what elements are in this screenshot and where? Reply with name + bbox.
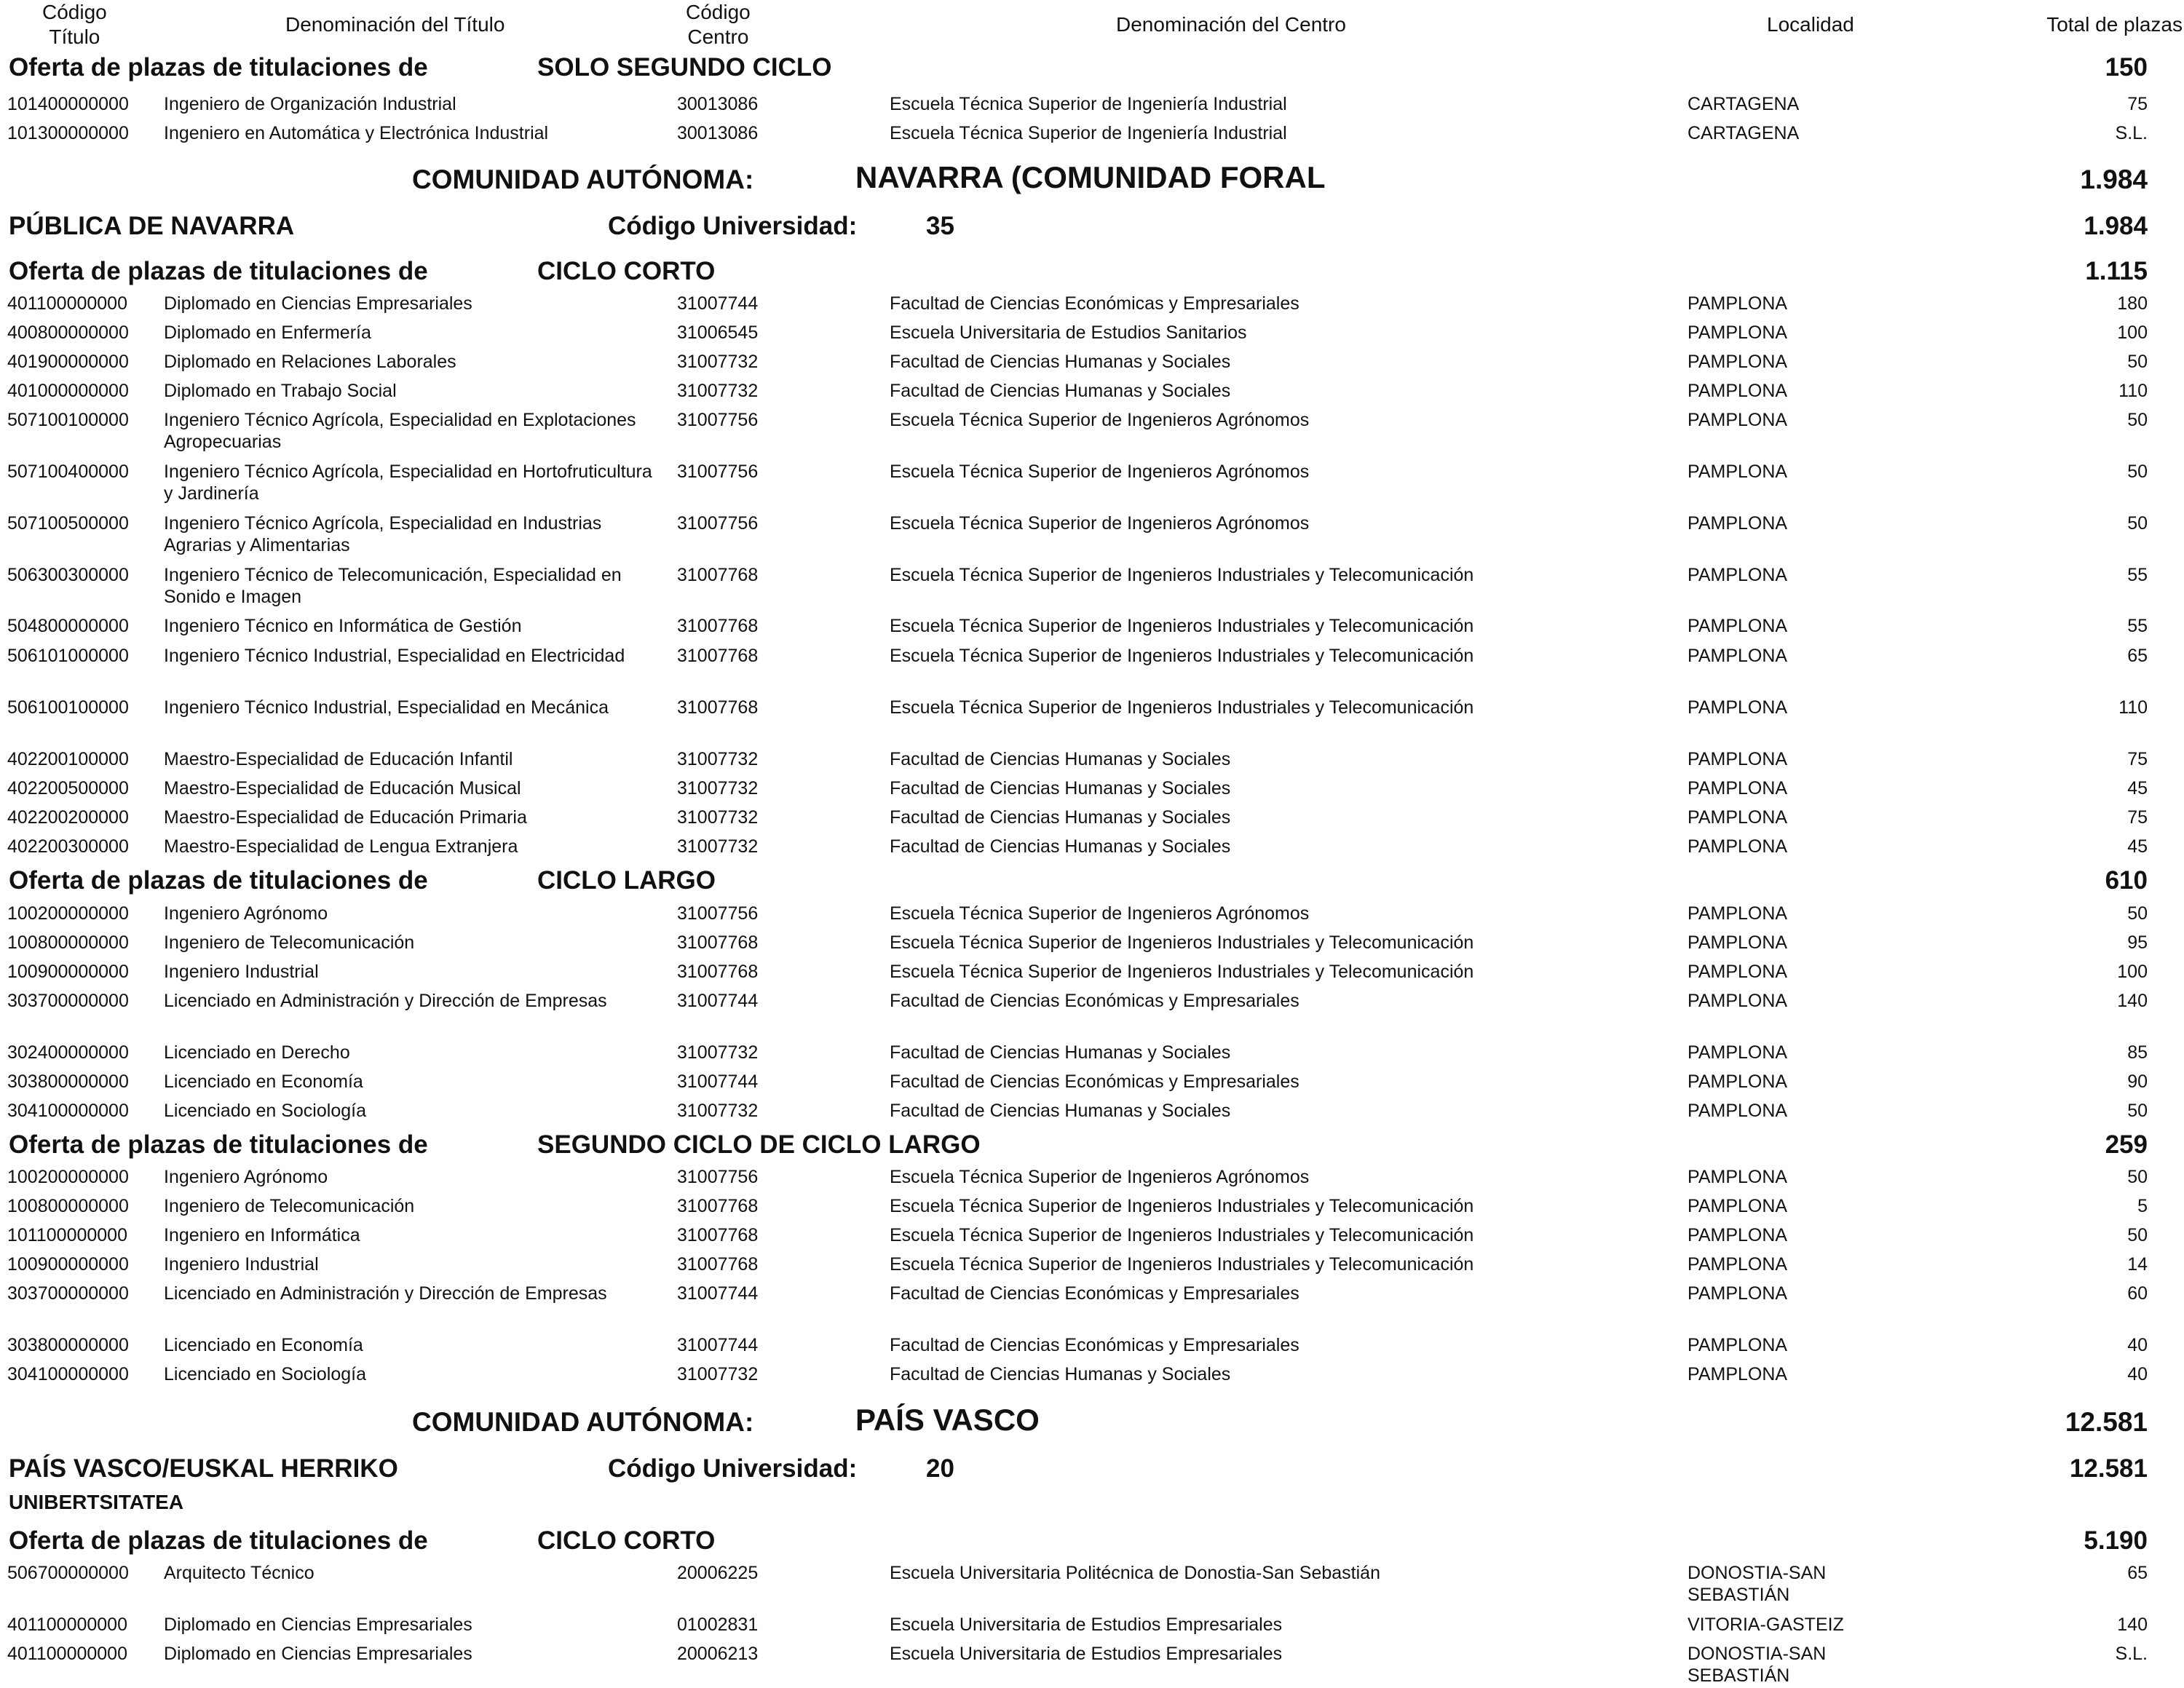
universidad-name: PÚBLICA DE NAVARRA: [9, 212, 295, 240]
denominacion-titulo: Ingeniero Técnico Agrícola, Especialidad en Industrias Agrarias y Alimentarias: [164, 513, 602, 555]
denominacion-titulo: Ingeniero Agrónomo: [164, 1167, 328, 1187]
denominacion-titulo: Licenciado en Administración y Dirección de Empresas: [164, 1283, 607, 1304]
codigo-centro: 31007768: [677, 697, 759, 718]
oferta-ciclo: CICLO CORTO: [537, 257, 716, 285]
comunidad-total: 12.581: [2065, 1407, 2148, 1437]
denominacion-centro: Facultad de Ciencias Económicas y Empresariales: [890, 1071, 1299, 1092]
codigo-centro: 31007744: [677, 293, 759, 314]
codigo-titulo: 401100000000: [7, 1644, 127, 1664]
total-plazas: 50: [2127, 352, 2148, 372]
denominacion-titulo: Ingeniero en Informática: [164, 1225, 360, 1245]
denominacion-centro: Escuela Técnica Superior de Ingenieros Agrónomos: [890, 461, 1310, 482]
codigo-titulo: 507100400000: [7, 461, 129, 482]
total-plazas: 140: [2117, 1614, 2148, 1635]
denominacion-titulo: Ingeniero de Telecomunicación: [164, 932, 415, 953]
codigo-centro: 31007732: [677, 1042, 759, 1063]
codigo-titulo: 304100000000: [7, 1101, 129, 1121]
total-plazas: S.L.: [2115, 123, 2148, 143]
denominacion-centro: Escuela Técnica Superior de Ingenieros Industriales y Telecomunicación: [890, 1196, 1474, 1216]
codigo-centro: 20006225: [677, 1563, 759, 1583]
total-plazas: 50: [2127, 903, 2148, 924]
total-plazas: 45: [2127, 836, 2148, 857]
denominacion-centro: Escuela Técnica Superior de Ingeniería Industrial: [890, 94, 1287, 114]
codigo-centro: 31007756: [677, 903, 759, 924]
comunidad-name: NAVARRA (COMUNIDAD FORAL: [855, 160, 1326, 194]
codigo-centro: 30013086: [677, 94, 759, 114]
localidad: PAMPLONA: [1688, 410, 1788, 430]
denominacion-titulo: Licenciado en Administración y Dirección de Empresas: [164, 991, 607, 1011]
denominacion-centro: Facultad de Ciencias Económicas y Empresariales: [890, 293, 1299, 314]
codigo-titulo: 401100000000: [7, 293, 127, 314]
total-plazas: 75: [2127, 94, 2148, 114]
codigo-titulo: 504800000000: [7, 616, 129, 636]
comunidad-name: PAÍS VASCO: [855, 1403, 1040, 1437]
denominacion-centro: Escuela Técnica Superior de Ingenieros Industriales y Telecomunicación: [890, 932, 1474, 953]
codigo-centro: 31006545: [677, 322, 759, 343]
codigo-titulo: 401100000000: [7, 1614, 127, 1635]
denominacion-centro: Escuela Técnica Superior de Ingenieros Agrónomos: [890, 903, 1310, 924]
codigo-centro: 31007732: [677, 778, 759, 799]
denominacion-titulo: Maestro-Especialidad de Lengua Extranjera: [164, 836, 518, 857]
denominacion-titulo: Diplomado en Relaciones Laborales: [164, 352, 456, 372]
codigo-titulo: 100800000000: [7, 932, 129, 953]
denominacion-centro: Escuela Técnica Superior de Ingenieros Agrónomos: [890, 513, 1310, 534]
denominacion-centro: Facultad de Ciencias Humanas y Sociales: [890, 352, 1231, 372]
codigo-titulo: 402200100000: [7, 749, 129, 769]
total-plazas: 60: [2127, 1283, 2148, 1304]
total-plazas: 75: [2127, 807, 2148, 828]
denominacion-titulo: Arquitecto Técnico: [164, 1563, 314, 1583]
localidad: PAMPLONA: [1688, 962, 1788, 982]
codigo-titulo: 401000000000: [7, 381, 129, 401]
total-plazas: 45: [2127, 778, 2148, 799]
oferta-total: 150: [2105, 53, 2148, 82]
codigo-titulo: 100800000000: [7, 1196, 129, 1216]
oferta-label: Oferta de plazas de titulaciones de: [9, 866, 428, 895]
codigo-centro: 31007756: [677, 461, 759, 482]
universidad-total: 12.581: [2069, 1454, 2148, 1483]
codigo-centro: 31007756: [677, 1167, 759, 1187]
denominacion-centro: Escuela Técnica Superior de Ingenieros Industriales y Telecomunicación: [890, 616, 1474, 636]
localidad: PAMPLONA: [1688, 1225, 1788, 1245]
total-plazas: 55: [2127, 565, 2148, 585]
denominacion-titulo: Diplomado en Ciencias Empresariales: [164, 1614, 472, 1635]
header-denominacion-centro: Denominación del Centro: [1116, 13, 1346, 36]
codigo-titulo: 506100100000: [7, 697, 129, 718]
total-plazas: 75: [2127, 749, 2148, 769]
codigo-titulo: 304100000000: [7, 1364, 129, 1384]
codigo-titulo: 303700000000: [7, 991, 129, 1011]
denominacion-centro: Escuela Técnica Superior de Ingenieros Industriales y Telecomunicación: [890, 1225, 1474, 1245]
codigo-titulo: 100900000000: [7, 962, 129, 982]
localidad: VITORIA-GASTEIZ: [1688, 1614, 1844, 1635]
codigo-centro: 31007756: [677, 410, 759, 430]
localidad: PAMPLONA: [1688, 1335, 1788, 1355]
header-total-plazas: Total de plazas: [2046, 13, 2183, 36]
comunidad-label: COMUNIDAD AUTÓNOMA:: [412, 1407, 754, 1437]
total-plazas: 50: [2127, 410, 2148, 430]
denominacion-titulo: Diplomado en Ciencias Empresariales: [164, 293, 472, 314]
codigo-centro: 30013086: [677, 123, 759, 143]
denominacion-titulo: Licenciado en Economía: [164, 1071, 363, 1092]
total-plazas: 180: [2117, 293, 2148, 314]
denominacion-titulo: Licenciado en Derecho: [164, 1042, 350, 1063]
localidad: PAMPLONA: [1688, 807, 1788, 828]
codigo-centro: 31007744: [677, 1283, 759, 1304]
localidad: PAMPLONA: [1688, 836, 1788, 857]
universidad-total: 1.984: [2084, 212, 2148, 240]
denominacion-centro: Escuela Universitaria Politécnica de Donostia-San Sebastián: [890, 1563, 1380, 1583]
total-plazas: 14: [2127, 1254, 2148, 1275]
localidad: PAMPLONA: [1688, 697, 1788, 718]
universidad-name: PAÍS VASCO/EUSKAL HERRIKO: [9, 1454, 398, 1483]
oferta-label: Oferta de plazas de titulaciones de: [9, 1526, 428, 1555]
universidad-name-continued: UNIBERTSITATEA: [9, 1491, 184, 1513]
denominacion-titulo: Licenciado en Sociología: [164, 1101, 366, 1121]
codigo-centro: 31007768: [677, 962, 759, 982]
denominacion-titulo: Diplomado en Ciencias Empresariales: [164, 1644, 472, 1664]
localidad: PAMPLONA: [1688, 1042, 1788, 1063]
header-denominacion-titulo: Denominación del Título: [285, 13, 505, 36]
denominacion-titulo: Ingeniero Técnico en Informática de Gestión: [164, 616, 522, 636]
denominacion-centro: Facultad de Ciencias Humanas y Sociales: [890, 1101, 1231, 1121]
denominacion-centro: Escuela Técnica Superior de Ingenieros Agrónomos: [890, 1167, 1310, 1187]
codigo-titulo: 402200200000: [7, 807, 129, 828]
denominacion-centro: Facultad de Ciencias Económicas y Empresariales: [890, 991, 1299, 1011]
denominacion-titulo: Ingeniero Agrónomo: [164, 903, 328, 924]
localidad: PAMPLONA: [1688, 1196, 1788, 1216]
denominacion-titulo: Diplomado en Trabajo Social: [164, 381, 397, 401]
oferta-ciclo: SEGUNDO CICLO DE CICLO LARGO: [537, 1130, 981, 1159]
total-plazas: 5: [2137, 1196, 2148, 1216]
total-plazas: 50: [2127, 461, 2148, 482]
total-plazas: 90: [2127, 1071, 2148, 1092]
localidad: PAMPLONA: [1688, 513, 1788, 534]
localidad: PAMPLONA: [1688, 1364, 1788, 1384]
codigo-centro: 31007732: [677, 381, 759, 401]
total-plazas: S.L.: [2115, 1644, 2148, 1664]
codigo-titulo: 507100500000: [7, 513, 129, 534]
codigo-centro: 31007768: [677, 1225, 759, 1245]
denominacion-centro: Escuela Técnica Superior de Ingenieros Industriales y Telecomunicación: [890, 1254, 1474, 1275]
codigo-titulo: 400800000000: [7, 322, 129, 343]
header-codigo-centro: Código Centro: [686, 1, 751, 48]
total-plazas: 85: [2127, 1042, 2148, 1063]
codigo-titulo: 100200000000: [7, 903, 129, 924]
codigo-titulo: 402200300000: [7, 836, 129, 857]
localidad: PAMPLONA: [1688, 1167, 1788, 1187]
denominacion-titulo: Maestro-Especialidad de Educación Primaria: [164, 807, 527, 828]
codigo-titulo: 303800000000: [7, 1335, 129, 1355]
total-plazas: 50: [2127, 1101, 2148, 1121]
denominacion-centro: Facultad de Ciencias Humanas y Sociales: [890, 836, 1231, 857]
denominacion-centro: Escuela Técnica Superior de Ingenieros Industriales y Telecomunicación: [890, 565, 1474, 585]
localidad: DONOSTIA-SAN SEBASTIÁN: [1688, 1563, 1827, 1605]
denominacion-centro: Facultad de Ciencias Económicas y Empresariales: [890, 1283, 1299, 1304]
oferta-total: 610: [2105, 866, 2148, 895]
localidad: PAMPLONA: [1688, 352, 1788, 372]
denominacion-centro: Facultad de Ciencias Humanas y Sociales: [890, 807, 1231, 828]
codigo-centro: 31007768: [677, 646, 759, 666]
denominacion-centro: Facultad de Ciencias Humanas y Sociales: [890, 749, 1231, 769]
total-plazas: 50: [2127, 513, 2148, 534]
header-codigo-titulo: Código Título: [42, 1, 107, 48]
denominacion-titulo: Ingeniero Técnico Agrícola, Especialidad en Explotaciones Agropecuarias: [164, 410, 636, 452]
oferta-ciclo: CICLO CORTO: [537, 1526, 716, 1555]
codigo-centro: 31007768: [677, 1196, 759, 1216]
oferta-total: 1.115: [2085, 257, 2148, 285]
denominacion-centro: Escuela Técnica Superior de Ingenieros Industriales y Telecomunicación: [890, 697, 1474, 718]
codigo-titulo: 303800000000: [7, 1071, 129, 1092]
denominacion-titulo: Maestro-Especialidad de Educación Musical: [164, 778, 521, 799]
localidad: PAMPLONA: [1688, 778, 1788, 799]
codigo-centro: 31007732: [677, 1101, 759, 1121]
denominacion-titulo: Ingeniero Técnico de Telecomunicación, Especialidad en Sonido e Imagen: [164, 565, 622, 607]
oferta-total: 5.190: [2084, 1526, 2148, 1555]
denominacion-centro: Escuela Técnica Superior de Ingenieros Agrónomos: [890, 410, 1310, 430]
denominacion-titulo: Ingeniero Industrial: [164, 962, 319, 982]
codigo-titulo: 101400000000: [7, 94, 129, 114]
codigo-centro: 31007768: [677, 932, 759, 953]
oferta-ciclo: CICLO LARGO: [537, 866, 716, 895]
codigo-titulo: 101300000000: [7, 123, 129, 143]
codigo-titulo: 507100100000: [7, 410, 129, 430]
codigo-titulo: 100900000000: [7, 1254, 129, 1275]
codigo-titulo: 303700000000: [7, 1283, 129, 1304]
total-plazas: 100: [2117, 322, 2148, 343]
oferta-label: Oferta de plazas de titulaciones de: [9, 257, 428, 285]
localidad: PAMPLONA: [1688, 616, 1788, 636]
codigo-centro: 31007768: [677, 565, 759, 585]
universidad-code-label: Código Universidad:: [608, 212, 858, 240]
oferta-label: Oferta de plazas de titulaciones de: [9, 1130, 428, 1159]
codigo-centro: 31007744: [677, 1071, 759, 1092]
denominacion-centro: Facultad de Ciencias Humanas y Sociales: [890, 381, 1231, 401]
comunidad-total: 1.984: [2080, 165, 2148, 194]
codigo-centro: 01002831: [677, 1614, 759, 1635]
codigo-centro: 20006213: [677, 1644, 759, 1664]
localidad: DONOSTIA-SAN SEBASTIÁN: [1688, 1644, 1827, 1686]
codigo-centro: 31007768: [677, 616, 759, 636]
localidad: PAMPLONA: [1688, 381, 1788, 401]
denominacion-centro: Escuela Universitaria de Estudios Sanitarios: [890, 322, 1247, 343]
oferta-ciclo: SOLO SEGUNDO CICLO: [537, 53, 832, 82]
denominacion-titulo: Ingeniero de Telecomunicación: [164, 1196, 415, 1216]
codigo-titulo: 401900000000: [7, 352, 129, 372]
denominacion-titulo: Ingeniero de Organización Industrial: [164, 94, 456, 114]
denominacion-titulo: Ingeniero Industrial: [164, 1254, 319, 1275]
localidad: CARTAGENA: [1688, 94, 1800, 114]
localidad: PAMPLONA: [1688, 991, 1788, 1011]
localidad: PAMPLONA: [1688, 1283, 1788, 1304]
localidad: PAMPLONA: [1688, 1101, 1788, 1121]
codigo-centro: 31007768: [677, 1254, 759, 1275]
codigo-centro: 31007732: [677, 836, 759, 857]
denominacion-centro: Escuela Universitaria de Estudios Empresariales: [890, 1614, 1283, 1635]
codigo-titulo: 302400000000: [7, 1042, 129, 1063]
codigo-centro: 31007744: [677, 1335, 759, 1355]
localidad: PAMPLONA: [1688, 461, 1788, 482]
localidad: PAMPLONA: [1688, 1254, 1788, 1275]
total-plazas: 100: [2117, 962, 2148, 982]
universidad-code: 20: [926, 1454, 954, 1483]
total-plazas: 40: [2127, 1364, 2148, 1384]
localidad: PAMPLONA: [1688, 1071, 1788, 1092]
denominacion-titulo: Ingeniero Técnico Agrícola, Especialidad en Hortofruticultura y Jardinería: [164, 461, 652, 504]
localidad: CARTAGENA: [1688, 123, 1800, 143]
codigo-centro: 31007732: [677, 352, 759, 372]
denominacion-centro: Escuela Técnica Superior de Ingenieros Industriales y Telecomunicación: [890, 962, 1474, 982]
total-plazas: 95: [2127, 932, 2148, 953]
total-plazas: 110: [2118, 381, 2148, 401]
denominacion-titulo: Ingeniero Técnico Industrial, Especialidad en Electricidad: [164, 646, 625, 666]
localidad: PAMPLONA: [1688, 932, 1788, 953]
denominacion-centro: Escuela Técnica Superior de Ingenieros Industriales y Telecomunicación: [890, 646, 1474, 666]
localidad: PAMPLONA: [1688, 565, 1788, 585]
total-plazas: 110: [2118, 697, 2148, 718]
denominacion-centro: Facultad de Ciencias Humanas y Sociales: [890, 778, 1231, 799]
total-plazas: 65: [2127, 646, 2148, 666]
universidad-code: 35: [926, 212, 954, 240]
localidad: PAMPLONA: [1688, 322, 1788, 343]
comunidad-label: COMUNIDAD AUTÓNOMA:: [412, 165, 754, 194]
localidad: PAMPLONA: [1688, 293, 1788, 314]
denominacion-titulo: Ingeniero en Automática y Electrónica Industrial: [164, 123, 549, 143]
codigo-centro: 31007744: [677, 991, 759, 1011]
denominacion-centro: Facultad de Ciencias Humanas y Sociales: [890, 1042, 1231, 1063]
localidad: PAMPLONA: [1688, 646, 1788, 666]
universidad-code-label: Código Universidad:: [608, 1454, 858, 1483]
total-plazas: 50: [2127, 1225, 2148, 1245]
denominacion-centro: Escuela Técnica Superior de Ingeniería Industrial: [890, 123, 1287, 143]
localidad: PAMPLONA: [1688, 749, 1788, 769]
codigo-titulo: 506300300000: [7, 565, 129, 585]
codigo-titulo: 506700000000: [7, 1563, 129, 1583]
denominacion-titulo: Maestro-Especialidad de Educación Infantil: [164, 749, 513, 769]
total-plazas: 40: [2127, 1335, 2148, 1355]
codigo-titulo: 101100000000: [7, 1225, 127, 1245]
header-localidad: Localidad: [1767, 13, 1854, 36]
codigo-titulo: 402200500000: [7, 778, 129, 799]
denominacion-centro: Facultad de Ciencias Económicas y Empresariales: [890, 1335, 1299, 1355]
oferta-label: Oferta de plazas de titulaciones de: [9, 53, 428, 82]
codigo-titulo: 506101000000: [7, 646, 129, 666]
denominacion-titulo: Diplomado en Enfermería: [164, 322, 371, 343]
denominacion-centro: Facultad de Ciencias Humanas y Sociales: [890, 1364, 1231, 1384]
denominacion-titulo: Ingeniero Técnico Industrial, Especialidad en Mecánica: [164, 697, 609, 718]
total-plazas: 140: [2117, 991, 2148, 1011]
localidad: PAMPLONA: [1688, 903, 1788, 924]
oferta-total: 259: [2105, 1130, 2148, 1159]
denominacion-titulo: Licenciado en Sociología: [164, 1364, 366, 1384]
total-plazas: 65: [2127, 1563, 2148, 1583]
denominacion-centro: Escuela Universitaria de Estudios Empresariales: [890, 1644, 1283, 1664]
codigo-centro: 31007732: [677, 807, 759, 828]
total-plazas: 55: [2127, 616, 2148, 636]
codigo-titulo: 100200000000: [7, 1167, 129, 1187]
denominacion-titulo: Licenciado en Economía: [164, 1335, 363, 1355]
codigo-centro: 31007732: [677, 1364, 759, 1384]
total-plazas: 50: [2127, 1167, 2148, 1187]
codigo-centro: 31007732: [677, 749, 759, 769]
codigo-centro: 31007756: [677, 513, 759, 534]
